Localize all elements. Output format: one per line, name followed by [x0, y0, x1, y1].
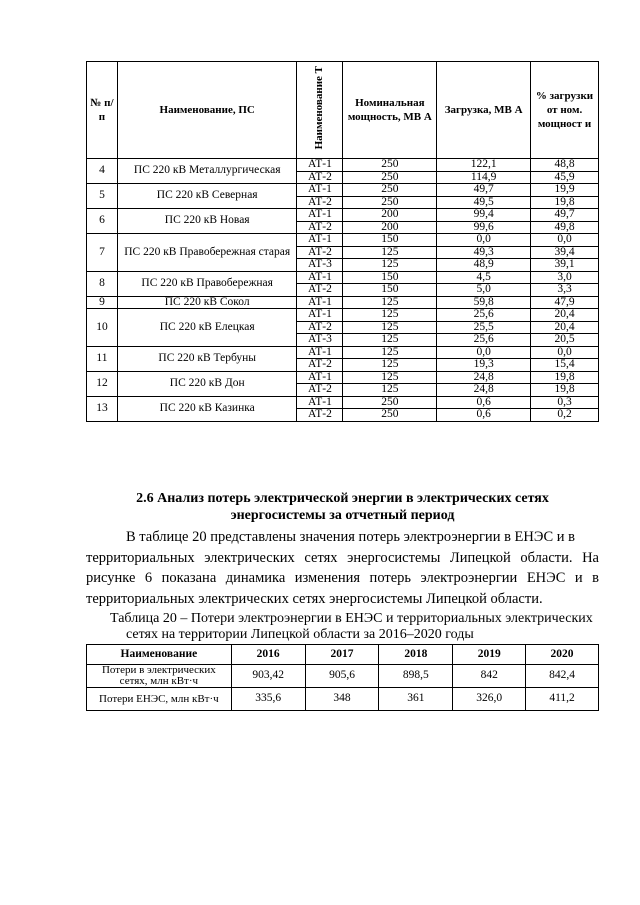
table-row	[87, 184, 599, 197]
nominal-power-cell: 125	[343, 321, 437, 334]
row-number: 4	[87, 159, 118, 184]
table-row	[87, 309, 599, 322]
substation-name: ПС 220 кВ Правобережная старая	[117, 234, 297, 272]
nominal-power-cell: 125	[343, 246, 437, 259]
transformer-cell: АТ-2	[297, 221, 343, 234]
col-header: 2016	[231, 645, 305, 665]
load-percent-cell: 49,7	[531, 209, 599, 222]
transformer-cell: АТ-1	[297, 159, 343, 172]
load-percent-cell: 0,0	[531, 234, 599, 247]
load-cell: 122,1	[437, 159, 531, 172]
col-header-num: № п/п	[87, 62, 118, 159]
load-cell: 49,7	[437, 184, 531, 197]
table-cell: 898,5	[379, 665, 453, 688]
transformer-cell: АТ-2	[297, 321, 343, 334]
load-percent-cell: 19,8	[531, 384, 599, 397]
table-cell: 903,42	[231, 665, 305, 688]
col-header: Наименование	[87, 645, 232, 665]
table-row	[87, 665, 599, 688]
transformer-cell: АТ-1	[297, 346, 343, 359]
row-number: 8	[87, 271, 118, 296]
transformer-cell: АТ-2	[297, 196, 343, 209]
load-cell: 99,6	[437, 221, 531, 234]
load-cell: 25,5	[437, 321, 531, 334]
nominal-power-cell: 150	[343, 271, 437, 284]
nominal-power-cell: 250	[343, 171, 437, 184]
row-number: 5	[87, 184, 118, 209]
col-header-nominal: Номинальная мощность, МВ А	[343, 62, 437, 159]
substation-name: ПС 220 кВ Тербуны	[117, 346, 297, 371]
nominal-power-cell: 250	[343, 409, 437, 422]
nominal-power-cell: 125	[343, 334, 437, 347]
load-percent-cell: 3,0	[531, 271, 599, 284]
col-header-transformer-label: Наименование Т	[313, 66, 326, 150]
load-cell: 24,8	[437, 384, 531, 397]
transformer-cell: АТ-1	[297, 309, 343, 322]
row-label: Потери ЕНЭС, млн кВт·ч	[87, 688, 232, 711]
col-header: 2020	[526, 645, 599, 665]
load-cell: 25,6	[437, 334, 531, 347]
transformer-cell: АТ-1	[297, 296, 343, 309]
nominal-power-cell: 250	[343, 159, 437, 172]
nominal-power-cell: 250	[343, 396, 437, 409]
table-cell: 326,0	[453, 688, 526, 711]
substation-name: ПС 220 кВ Сокол	[117, 296, 297, 309]
load-cell: 0,0	[437, 346, 531, 359]
table-cell: 842,4	[526, 665, 599, 688]
nominal-power-cell: 125	[343, 259, 437, 272]
paragraph-line: рисунке 6 показана динамика изменения потерь электроэнергии ЕНЭС и в	[86, 570, 599, 586]
table-cell: 905,6	[305, 665, 379, 688]
table-row	[87, 371, 599, 384]
substation-name: ПС 220 кВ Дон	[117, 371, 297, 396]
transformer-cell: АТ-1	[297, 371, 343, 384]
load-cell: 24,8	[437, 371, 531, 384]
col-header-name: Наименование, ПС	[117, 62, 297, 159]
load-cell: 4,5	[437, 271, 531, 284]
table-caption-line1: Таблица 20 – Потери электроэнергии в ЕНЭС и территориальных электрических	[110, 611, 593, 626]
col-header-percent: % загрузки от ном. мощност и	[531, 62, 599, 159]
table-row	[87, 271, 599, 284]
table-row	[87, 688, 599, 711]
load-cell: 25,6	[437, 309, 531, 322]
load-percent-cell: 20,5	[531, 334, 599, 347]
load-cell: 49,5	[437, 196, 531, 209]
load-percent-cell: 39,4	[531, 246, 599, 259]
load-percent-cell: 19,9	[531, 184, 599, 197]
losses-table	[86, 644, 599, 711]
table-row	[87, 346, 599, 359]
load-percent-cell: 15,4	[531, 359, 599, 372]
load-percent-cell: 0,0	[531, 346, 599, 359]
transformer-cell: АТ-1	[297, 234, 343, 247]
transformer-cell: АТ-1	[297, 396, 343, 409]
row-label: Потери в электрических сетях, млн кВт·ч	[87, 665, 232, 688]
transformer-cell: АТ-3	[297, 334, 343, 347]
table-row	[87, 296, 599, 309]
load-cell: 0,6	[437, 409, 531, 422]
load-percent-cell: 45,9	[531, 171, 599, 184]
nominal-power-cell: 200	[343, 221, 437, 234]
table-row	[87, 396, 599, 409]
col-header: 2017	[305, 645, 379, 665]
nominal-power-cell: 150	[343, 284, 437, 297]
section-heading-line2: энергосистемы за отчетный период	[230, 508, 455, 523]
load-percent-cell: 39,1	[531, 259, 599, 272]
substation-name: ПС 220 кВ Новая	[117, 209, 297, 234]
table-row	[87, 234, 599, 247]
table-header-row	[87, 645, 599, 665]
substation-name: ПС 220 кВ Правобережная	[117, 271, 297, 296]
nominal-power-cell: 150	[343, 234, 437, 247]
nominal-power-cell: 125	[343, 359, 437, 372]
load-cell: 0,0	[437, 234, 531, 247]
col-header: 2019	[453, 645, 526, 665]
substation-load-table	[86, 61, 599, 422]
row-number: 12	[87, 371, 118, 396]
row-number: 9	[87, 296, 118, 309]
load-cell: 0,6	[437, 396, 531, 409]
transformer-cell: АТ-2	[297, 359, 343, 372]
load-cell: 59,8	[437, 296, 531, 309]
transformer-cell: АТ-1	[297, 209, 343, 222]
section-heading-line1: 2.6 Анализ потерь электрической энергии в электрических сетях	[136, 491, 549, 506]
load-percent-cell: 19,8	[531, 371, 599, 384]
nominal-power-cell: 250	[343, 184, 437, 197]
load-percent-cell: 0,3	[531, 396, 599, 409]
load-percent-cell: 48,8	[531, 159, 599, 172]
paragraph-line: В таблице 20 представлены значения потерь электроэнергии в ЕНЭС и в	[126, 529, 575, 545]
col-header-transformer	[297, 62, 343, 159]
transformer-cell: АТ-2	[297, 171, 343, 184]
table-caption-line2: сетях на территории Липецкой области за 2016–2020 годы	[126, 627, 474, 642]
load-cell: 99,4	[437, 209, 531, 222]
transformer-cell: АТ-2	[297, 409, 343, 422]
row-number: 6	[87, 209, 118, 234]
paragraph-line: территориальных электрических сетях энергосистемы Липецкой области. На	[86, 549, 599, 566]
table-row	[87, 159, 599, 172]
nominal-power-cell: 200	[343, 209, 437, 222]
paragraph-line: территориальных электрических сетях энергосистемы Липецкой области.	[86, 590, 543, 607]
nominal-power-cell: 125	[343, 309, 437, 322]
section-paragraph	[86, 527, 599, 609]
load-percent-cell: 49,8	[531, 221, 599, 234]
row-number: 11	[87, 346, 118, 371]
transformer-cell: АТ-3	[297, 259, 343, 272]
row-number: 7	[87, 234, 118, 272]
substation-name: ПС 220 кВ Елецкая	[117, 309, 297, 347]
nominal-power-cell: 125	[343, 384, 437, 397]
nominal-power-cell: 125	[343, 296, 437, 309]
substation-name: ПС 220 кВ Казинка	[117, 396, 297, 421]
table-cell: 335,6	[231, 688, 305, 711]
table-row	[87, 209, 599, 222]
load-cell: 5,0	[437, 284, 531, 297]
load-percent-cell: 19,8	[531, 196, 599, 209]
table-header-row	[87, 62, 599, 159]
row-number: 10	[87, 309, 118, 347]
load-percent-cell: 3,3	[531, 284, 599, 297]
transformer-cell: АТ-1	[297, 184, 343, 197]
load-percent-cell: 0,2	[531, 409, 599, 422]
substation-name: ПС 220 кВ Северная	[117, 184, 297, 209]
load-percent-cell: 47,9	[531, 296, 599, 309]
transformer-cell: АТ-2	[297, 284, 343, 297]
load-cell: 48,9	[437, 259, 531, 272]
load-cell: 49,3	[437, 246, 531, 259]
table-cell: 361	[379, 688, 453, 711]
transformer-cell: АТ-2	[297, 246, 343, 259]
load-cell: 19,3	[437, 359, 531, 372]
row-number: 13	[87, 396, 118, 421]
col-header: 2018	[379, 645, 453, 665]
transformer-cell: АТ-2	[297, 384, 343, 397]
nominal-power-cell: 125	[343, 371, 437, 384]
table-cell: 842	[453, 665, 526, 688]
nominal-power-cell: 125	[343, 346, 437, 359]
load-percent-cell: 20,4	[531, 321, 599, 334]
table-cell: 348	[305, 688, 379, 711]
table-cell: 411,2	[526, 688, 599, 711]
load-percent-cell: 20,4	[531, 309, 599, 322]
substation-name: ПС 220 кВ Металлургическая	[117, 159, 297, 184]
transformer-cell: АТ-1	[297, 271, 343, 284]
nominal-power-cell: 250	[343, 196, 437, 209]
col-header-load: Загрузка, МВ А	[437, 62, 531, 159]
load-cell: 114,9	[437, 171, 531, 184]
